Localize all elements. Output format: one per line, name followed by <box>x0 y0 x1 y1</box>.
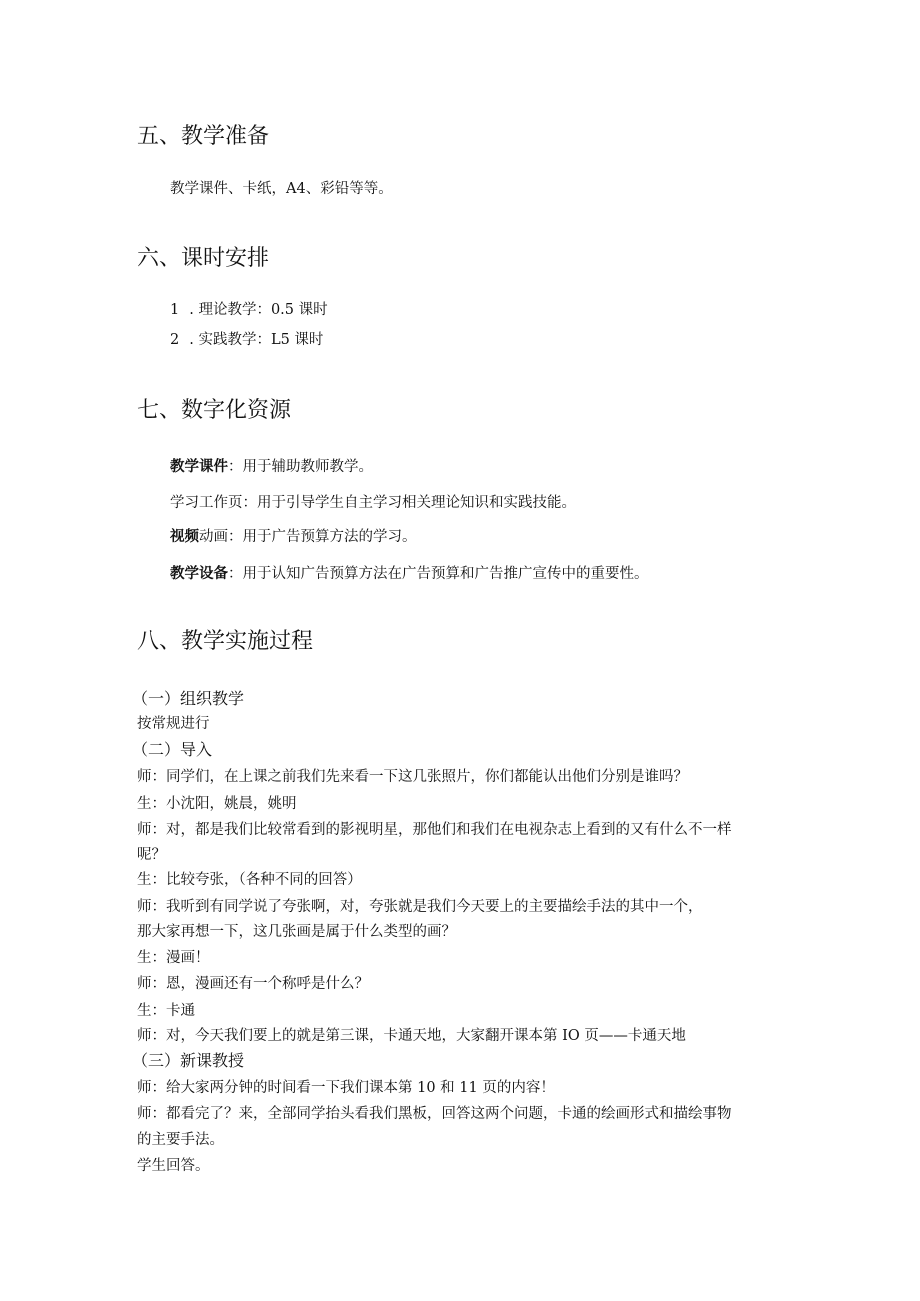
section-7-heading: 七、数字化资源 <box>137 398 292 423</box>
dialogue-line: 师：给大家两分钟的时间看一下我们课本第 10 和 11 页的内容！ <box>137 1080 555 1096</box>
dialogue-line: 生：比较夸张，（各种不同的回答） <box>137 872 362 888</box>
dialogue-line: 师：同学们，在上课之前我们先来看一下这几张照片，你们都能认出他们分别是谁吗？ <box>137 769 688 785</box>
subheading: （二）导入 <box>132 740 213 759</box>
section-5-heading: 五、教学准备 <box>137 124 270 149</box>
list-number: 2 <box>170 332 180 348</box>
section-5-text: 教学课件、卡纸，A4、彩铅等等。 <box>170 181 393 197</box>
dialogue-line: 学生回答。 <box>137 1158 210 1174</box>
resource-item <box>170 562 649 583</box>
section-6-heading: 六、课时安排 <box>137 246 270 271</box>
subheading: （三）新课教授 <box>132 1051 245 1070</box>
dialogue-line: 师：我听到有同学说了夸张啊，对，夸张就是我们今天要上的主要描绘手法的其中一个， <box>137 899 703 915</box>
resource-text: 动画：用于广告预算方法的学习。 <box>199 529 417 545</box>
list-text: . 实践教学：L5 课时 <box>189 332 324 348</box>
dialogue-line: 呢？ <box>137 847 166 863</box>
dialogue-line: 生：漫画！ <box>137 950 210 966</box>
list-item <box>170 328 323 349</box>
resource-label: 视频 <box>170 528 199 545</box>
resource-text: ：用于辅助教师教学。 <box>228 459 373 475</box>
dialogue-line: 师：都看完了？来，全部同学抬头看我们黑板，回答这两个问题，卡通的绘画形式和描绘事物 <box>137 1106 732 1122</box>
list-text: . 理论教学：0.5 课时 <box>189 302 328 318</box>
paragraph-line: 按常规进行 <box>137 716 210 732</box>
resource-item <box>170 525 417 546</box>
dialogue-line: 生：卡通 <box>137 1003 195 1019</box>
subheading: （一）组织教学 <box>132 689 245 708</box>
list-number: 1 <box>170 302 180 318</box>
dialogue-line: 生：小沈阳，姚晨，姚明 <box>137 796 297 812</box>
resource-text: 学习工作页：用于引导学生自主学习相关理论知识和实践技能。 <box>170 495 576 511</box>
dialogue-line: 师：恩，漫画还有一个称呼是什么？ <box>137 976 369 992</box>
resource-item <box>170 491 576 512</box>
resource-text: ：用于认知广告预算方法在广告预算和广告推广宣传中的重要性。 <box>228 566 649 582</box>
dialogue-line: 师：对，今天我们要上的就是第三课，卡通天地，大家翻开课本第 IO 页——卡通天地 <box>137 1028 686 1044</box>
list-item <box>170 298 328 319</box>
resource-label: 教学设备 <box>170 565 228 582</box>
dialogue-line: 那大家再想一下，这几张画是属于什么类型的画？ <box>137 924 456 940</box>
section-8-heading: 八、教学实施过程 <box>137 629 314 654</box>
resource-label: 教学课件 <box>170 458 228 475</box>
dialogue-line: 师：对，都是我们比较常看到的影视明星，那他们和我们在电视杂志上看到的又有什么不一样 <box>137 822 732 838</box>
dialogue-line: 的主要手法。 <box>137 1132 224 1148</box>
resource-item <box>170 455 373 476</box>
